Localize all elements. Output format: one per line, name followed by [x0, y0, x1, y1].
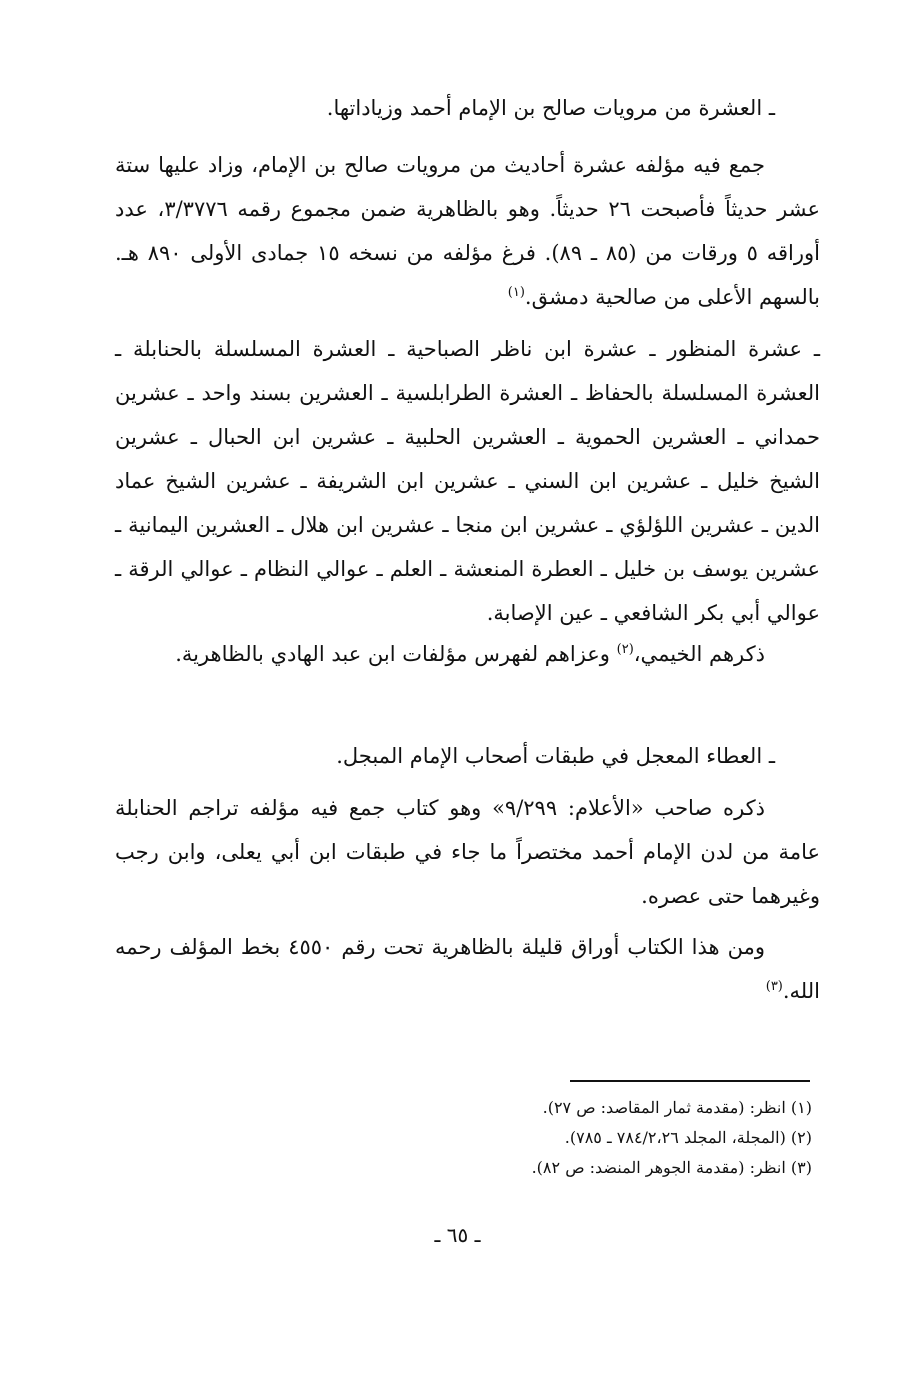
paragraph-text: ذكره صاحب «الأعلام: ٩/٢٩٩» وهو كتاب جمع فيه مؤلفه تراجم الحنابلة عامة من لدن الإمام أحمد مختصراً ما جاء في طبقات ابن أبي يعلى، وابن رجب وغيرهما حتى عصره.	[115, 796, 820, 908]
heading-text: ـ العشرة من مرويات صالح بن الإمام أحمد وزياداتها.	[326, 96, 775, 120]
footnotes	[380, 1093, 812, 1183]
paragraph-text: ومن هذا الكتاب أوراق قليلة بالظاهرية تحت رقم ٤٥٥٠ بخط المؤلف رحمه الله.	[115, 935, 820, 1003]
section-heading-ataa-muajjal	[115, 734, 820, 778]
paragraph-ataa-description	[115, 786, 820, 918]
page-number: ـ ٦٥ ـ	[434, 1223, 481, 1247]
footnote-ref-1: (١)	[507, 285, 525, 300]
section-heading-ashara-salih	[115, 86, 820, 130]
footnote-1: (١) انظر: (مقدمة ثمار المقاصد: ص ٢٧).	[542, 1098, 812, 1117]
footnote-ref-3: (٣)	[765, 979, 783, 994]
footnote-3: (٣) انظر: (مقدمة الجوهر المنضد: ص ٨٢).	[531, 1158, 812, 1177]
paragraph-ashara-list	[115, 327, 820, 635]
paragraph-manuscript-note	[115, 925, 820, 1013]
footnote-ref-2: (٢)	[616, 642, 634, 657]
paragraph-text: جمع فيه مؤلفه عشرة أحاديث من مرويات صالح بن الإمام، وزاد عليها ستة عشر حديثاً فأصبحت ٢٦ حديثاً. وهو بالظاهرية ضمن مجموع رقمه ٣/٣٧٧٦، عدد أوراقه ٥ ورقات من (٨٥ ـ ٨٩). فرغ مؤلفه من نسخه ١٥ جمادى الأولى ٨٩٠ هـ. بالسهم الأعلى من صالحية دمشق.	[115, 153, 820, 309]
footnote-2: (٢) (المجلة، المجلد ٧٨٤/٢،٢٦ ـ ٧٨٥).	[564, 1128, 812, 1147]
paragraph-text: ذكرهم الخيمي،	[633, 642, 765, 666]
paragraph-ashara-description	[115, 143, 820, 319]
paragraph-text: ـ عشرة المنظور ـ عشرة ابن ناظر الصباحية ـ العشرة المسلسلة بالحنابلة ـ العشرة المسلسلة بالحفاظ ـ العشرة الطرابلسية ـ العشرين بسند واحد ـ عشرين حمداني ـ العشرين الحموية ـ العشرين الحلبية ـ عشرين ابن الحبال ـ عشرين الشيخ خليل ـ عشرين ابن السني ـ عشرين ابن الشريفة ـ عشرين الشيخ عماد الدين ـ عشرين اللؤلؤي ـ عشرين ابن منجا ـ عشرين ابن هلال ـ العشرين اليمانية ـ عشرين يوسف بن خليل ـ العطرة المنعشة ـ العلم ـ عوالي النظام ـ عوالي الرقة ـ عوالي أبي بكر الشافعي ـ عين الإصابة.	[115, 337, 820, 625]
paragraph-text: وعزاهم لفهرس مؤلفات ابن عبد الهادي بالظاهرية.	[175, 642, 610, 666]
paragraph-khaimi-mention	[115, 632, 820, 676]
heading-text: ـ العطاء المعجل في طبقات أصحاب الإمام المبجل.	[336, 744, 775, 768]
footnote-divider	[570, 1080, 810, 1082]
